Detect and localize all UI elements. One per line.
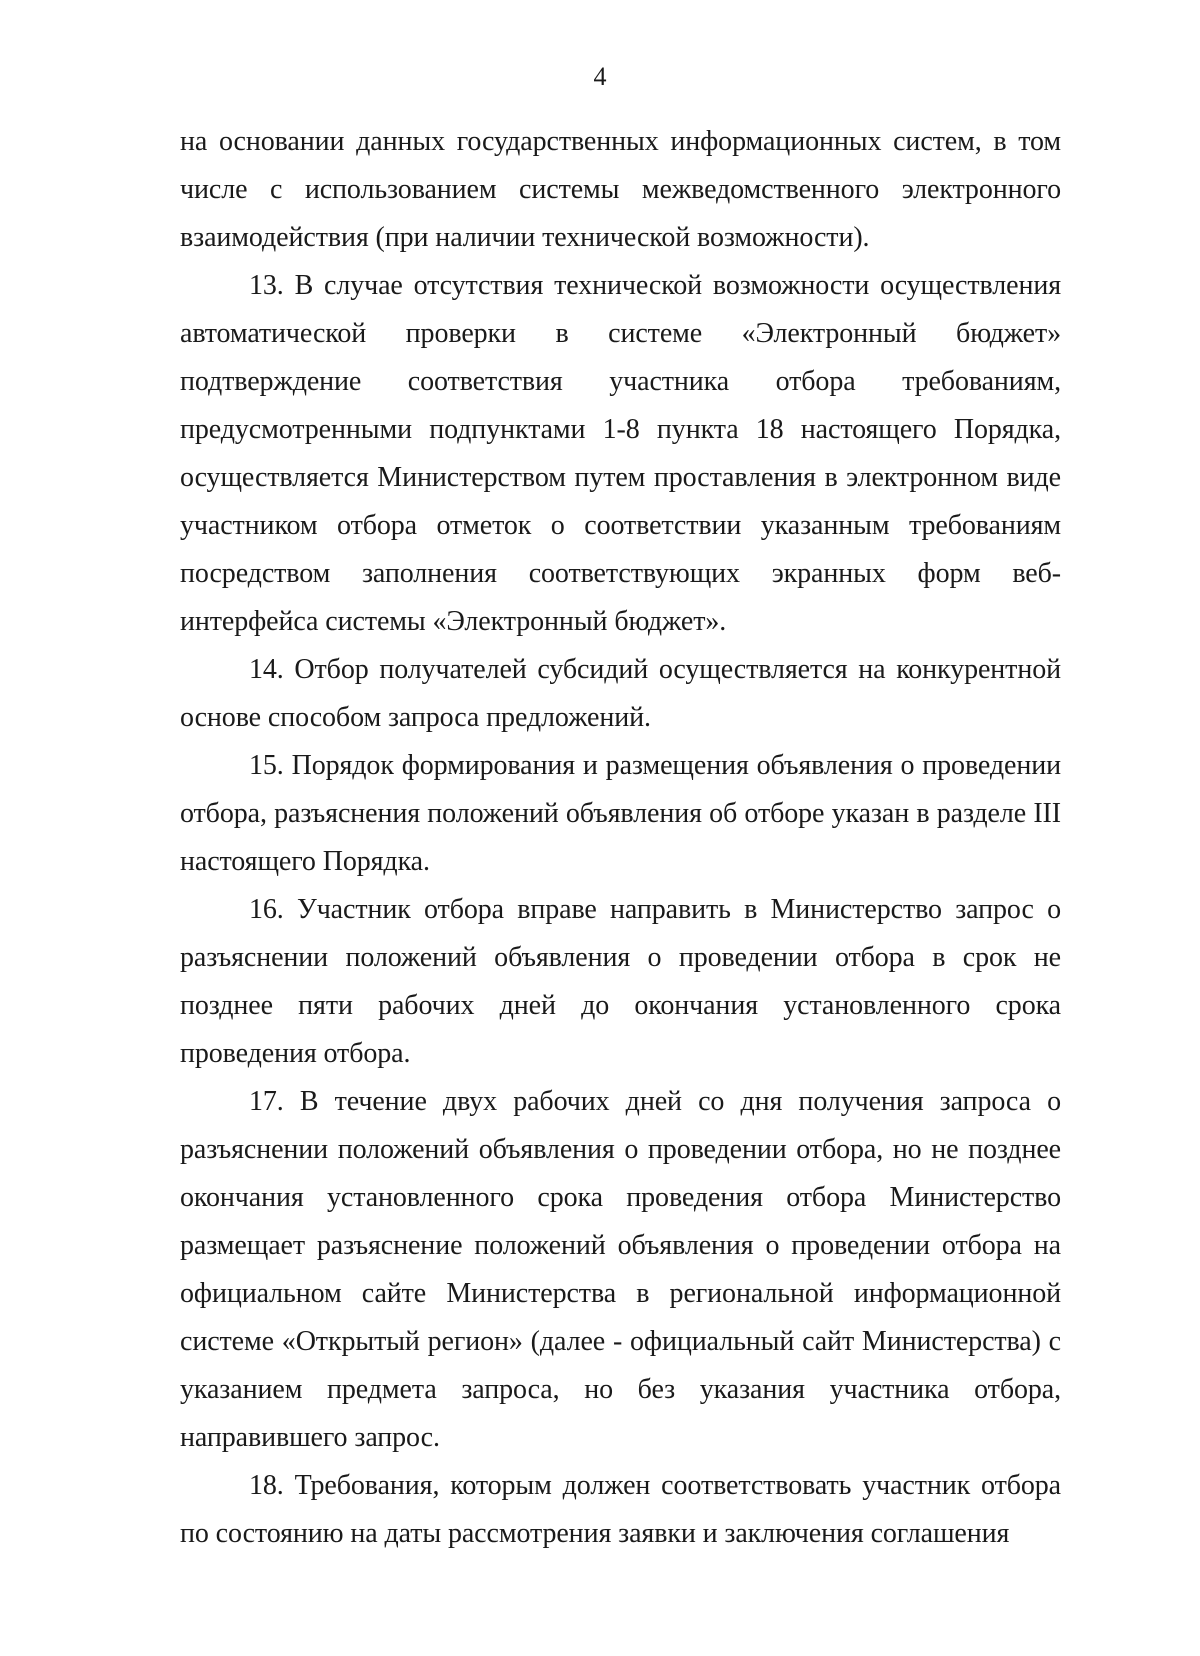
paragraph-item-14: 14. Отбор получателей субсидий осуществляется на конкурентной основе способом запроса предложений. [180,654,1061,733]
page-number: 4 [593,62,607,91]
paragraph-item-18: 18. Требования, которым должен соответствовать участник отбора по состоянию на даты рассмотрения заявки и заключения соглашения [180,1470,1061,1549]
paragraph-item-17: 17. В течение двух рабочих дней со дня получения запроса о разъяснении положений объявления о проведении отбора, но не позднее окончания установленного срока проведения отбора Министерство размещает разъяснение положений объявления о проведении отбора на официальном сайте Министерства в региональной информационной системе «Открытый регион» (далее - официальный сайт Министерства) с указанием предмета запроса, но без указания участника отбора, направившего запрос. [180,1086,1061,1453]
paragraph-item-15: 15. Порядок формирования и размещения объявления о проведении отбора, разъяснения положений объявления об отборе указан в разделе III настоящего Порядка. [180,750,1061,877]
document-body [180,118,1061,1558]
paragraph-item-16: 16. Участник отбора вправе направить в Министерство запрос о разъяснении положений объявления о проведении отбора в срок не позднее пяти рабочих дней до окончания установленного срока проведения отбора. [180,894,1061,1069]
paragraph-continuation: на основании данных государственных информационных систем, в том числе с использованием системы межведомственного электронного взаимодействия (при наличии технической возможности). [180,126,1061,253]
paragraph-item-13: 13. В случае отсутствия технической возможности осуществления автоматической проверки в системе «Электронный бюджет» подтверждение соответствия участника отбора требованиям, предусмотренными подпунктами 1-8 пункта 18 настоящего Порядка, осуществляется Министерством путем проставления в электронном виде участником отбора отметок о соответствии указанным требованиям посредством заполнения соответствующих экранных форм веб-интерфейса системы «Электронный бюджет». [180,270,1061,637]
